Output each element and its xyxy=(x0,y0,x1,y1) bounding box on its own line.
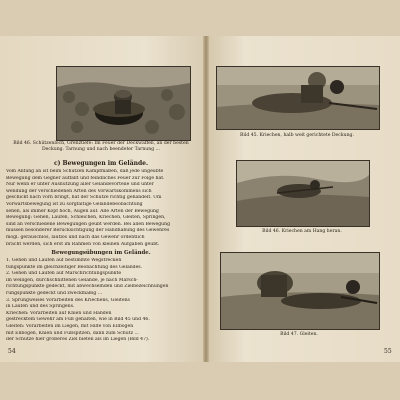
hillside-photo-image xyxy=(237,161,369,226)
fig46-caption-text: Bild 46. Kriechen am Hang heran. xyxy=(262,229,342,234)
left-page xyxy=(0,36,206,362)
body-paragraph-line: müssen besonderer Berücksichtigung der Handhabung des Gewehres xyxy=(6,228,170,234)
exercise-line: mit Ellbogen, Knien und Fußspitzen, dann zum Schutz ... xyxy=(6,330,139,336)
page-number-left-text: 54 xyxy=(8,348,16,355)
photo-hillside-soldier xyxy=(236,160,370,227)
book-gutter xyxy=(203,36,209,362)
exercise-line: 2. Gehen und Laufen auf Marschrichtungspunkte xyxy=(6,271,122,277)
body-paragraph-line: Bewegung: Gehen, Laufen, Schleichen, Kriechen, Gleiten, Springen, xyxy=(6,215,166,221)
section-heading-text: c) Bewegungen im Gelände. xyxy=(53,160,149,167)
figure-caption xyxy=(6,141,196,153)
exercise-line: in Laufen und des Springens. xyxy=(6,304,75,310)
body-paragraph-line: Vorwärtsbewegung ist zu sorgfältige Geländebeobachtung xyxy=(6,201,143,207)
body-paragraph-line: mögl. geräuschlos, lautlos und nach das Gewehr ordentlich xyxy=(6,234,145,240)
exercise-line: 3. Sprungweises Vorarbeiten des Kriechens, Gleitens xyxy=(6,297,130,303)
page-number-right xyxy=(384,348,392,355)
body-paragraph-line: sehen, als immer Kopf hoch, Augen auf. Alle Arten der Bewegung xyxy=(6,208,159,214)
exercise-line: tungspunkte im gleichzeitiger Beobachtung des Geländes. xyxy=(6,264,143,270)
exercise-list xyxy=(6,258,198,344)
exercise-line: der Schütze hier größeres Ziel bieten als im Liegen (Bild 47). xyxy=(6,337,150,343)
exercise-line: im welligen, durchschnittenen Gelände, je nach Marsch- xyxy=(6,277,138,283)
section-heading xyxy=(6,160,196,167)
fig47-caption xyxy=(220,332,378,338)
crawling-photo-image xyxy=(217,67,379,129)
exercise-heading xyxy=(6,250,196,256)
figure-caption-text: Bild 46. Schützenloch, Grenztiefe: Im Feuer der Deckwaffen, an der besten Deckung. Tarnung und nach beendeter Tarnung ... xyxy=(13,141,189,152)
fig46-caption xyxy=(236,229,368,235)
body-paragraph-line: sind an verschiedene Bewegungen geübt werden. Bei allen Bewegung xyxy=(6,221,171,227)
photo-foxhole-soldier xyxy=(56,66,191,141)
photo-gliding-soldier xyxy=(220,252,380,330)
body-paragraph-line: wendung der verschiedenen Arten des Vorwärtskommens sich xyxy=(6,188,152,194)
book-spread xyxy=(0,36,400,362)
body-paragraph-line: Vom Anfang an ist beim Schützen Kampfmaßen, daß jede ungeübte xyxy=(6,169,164,174)
page-number-right-text: 55 xyxy=(384,348,392,355)
page-number-left xyxy=(8,348,16,355)
body-paragraph-line: geschickt nach vorn bringt, hat der Schütze richtig gehandelt. Um xyxy=(6,195,162,201)
body-paragraph xyxy=(6,169,198,248)
exercise-heading-text: Bewegungsübungen im Gelände. xyxy=(51,250,151,256)
body-paragraph-line: Nur wenn er unter Ausnutzung aller Geländevorteile und unter xyxy=(6,182,154,188)
exercise-line: rungspunkte gedeckt und zweckmäßig ... xyxy=(6,290,103,296)
exercise-line: Gleiten: Vorarbeiten im Liegen, mit Hilfe von Ellbogen xyxy=(6,323,134,329)
exercise-line: richtungspunkte gedeckt, mit abwechselnden und Zielbezeichnungen xyxy=(6,284,169,290)
fig47-caption-text: Bild 47. Gleiten. xyxy=(280,332,318,337)
body-paragraph-line: bracht werden, sich erst im Rahmen von kleinen Aufgaben geübt. xyxy=(6,241,160,247)
foxhole-photo-image xyxy=(57,67,190,140)
gliding-photo-image xyxy=(221,253,379,329)
fig45-caption-text: Bild 45. Kriechen, halb weit gerichtete Deckung. xyxy=(240,133,354,138)
exercise-line: gestrecktem Gewehr am Fuß gehalten, wie in Bild 45 und 46. xyxy=(6,317,150,323)
photo-crawling-soldier xyxy=(216,66,380,130)
fig45-caption xyxy=(216,133,378,139)
exercise-line: 1. Gehen und Laufen auf bestimmte Wegstrecken xyxy=(6,258,122,263)
body-paragraph-line: Bewegung dem Gegner auffällt und feindliches Feuer zur Folge hat. xyxy=(6,175,165,181)
exercise-line: Kriechen: Vorarbeiten auf Knien und Händen xyxy=(6,310,112,316)
right-page xyxy=(206,36,400,362)
